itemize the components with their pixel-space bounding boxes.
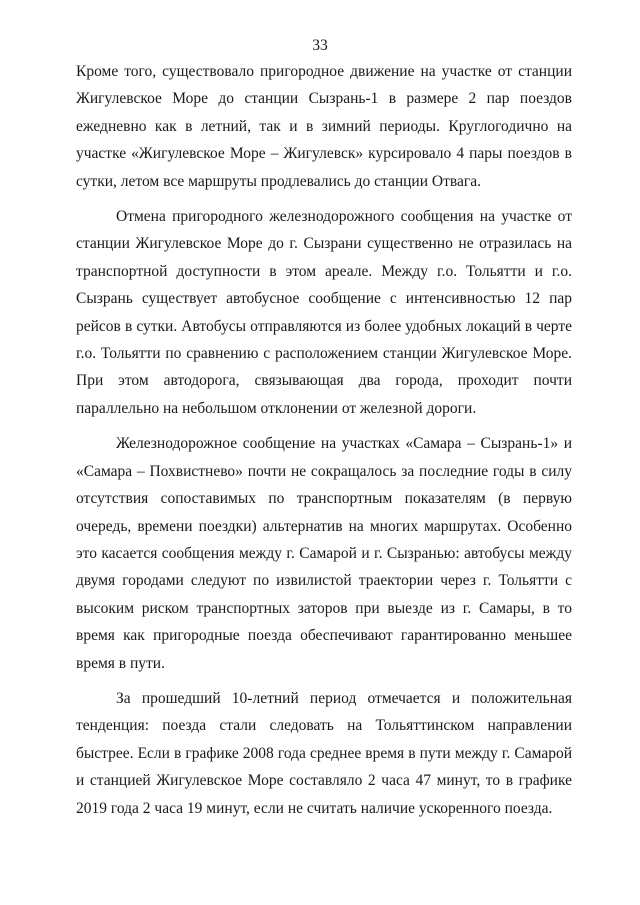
paragraph-3: Железнодорожное сообщение на участках «Самара – Сызрань-1» и «Самара – Похвистнево» почти не сокращалось за последние годы в силу отсутствия сопоставимых по транспортным показателям (в первую очередь, времени поездки) альтернатив на многих маршрутах. Особенно это касается сообщения между г. Самарой и г. Сызранью: автобусы между двумя городами следуют по извилистой траектории через г. Тольятти с высоким риском транспортных заторов при выезде из г. Самары, в то время как пригородные поезда обеспечивают гарантированно меньшее время в пути. [76, 435, 572, 672]
document-body [76, 58, 572, 822]
paragraph-4: За прошедший 10-летний период отмечается и положительная тенденция: поезда стали следовать на Тольяттинском направлении быстрее. Если в графике 2008 года среднее время в пути между г. Самарой и станцией Жигулевское Море составляло 2 часа 47 минут, то в графике 2019 года 2 часа 19 минут, если не считать наличие ускоренного поезда. [76, 689, 572, 817]
paragraph-1: Кроме того, существовало пригородное движение на участке от станции Жигулевское Море до станции Сызрань-1 в размере 2 пар поездов ежедневно как в летний, так и в зимний периоды. Круглогодично на участке «Жигулевское Море – Жигулевск» курсировало 4 пары поездов в сутки, летом все маршруты продлевались до станции Отвага. [76, 63, 572, 190]
paragraph-2: Отмена пригородного железнодорожного сообщения на участке от станции Жигулевское Море до г. Сызрани существенно не отразилась на транспортной доступности в этом ареале. Между г.о. Тольятти и г.о. Сызрань существует автобусное сообщение с интенсивностью 12 пар рейсов в сутки. Автобусы отправляются из более удобных локаций в черте г.о. Тольятти по сравнению с расположением станции Жигулевское Море. При этом автодорога, связывающая два города, проходит почти параллельно на небольшом отклонении от железной дороги. [76, 208, 572, 417]
page-number: 33 [312, 37, 328, 54]
